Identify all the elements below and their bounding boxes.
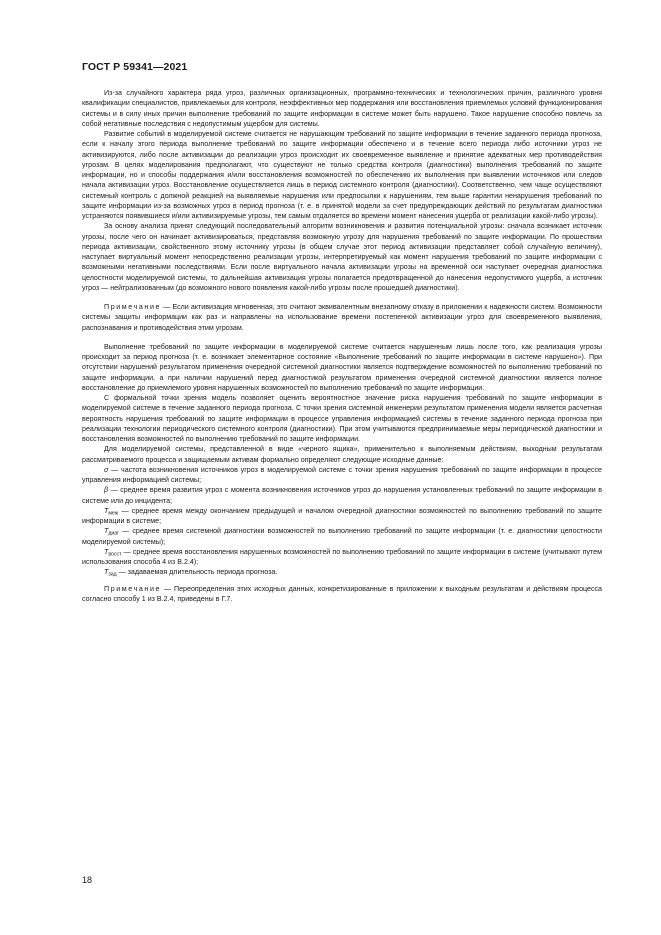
definition-text: — задаваемая длительность периода прогноза.: [116, 568, 278, 577]
symbol: T: [104, 527, 109, 536]
definition-item: [82, 465, 602, 486]
symbol-subscript: меж: [108, 510, 119, 517]
document-header: ГОСТ Р 59341—2021: [82, 61, 188, 73]
definition-text: — среднее время системной диагностики возможностей по выполнению требований по защите информации (т. е. диагностики целостности моделируемой системы);: [82, 527, 602, 546]
symbol: T: [104, 547, 109, 556]
definition-item: [82, 506, 602, 527]
symbol-subscript: зад: [108, 571, 117, 578]
symbol: β: [104, 486, 109, 495]
symbol-subscript: диаг: [108, 530, 120, 537]
definition-text: — среднее время восстановления нарушенных возможностей по выполнению требований по защите информации в системе (учитывают путем использования способа 4 из В.2.4);: [82, 547, 602, 566]
definition-item: [82, 526, 602, 547]
document-body: [82, 88, 602, 604]
page-number: 18: [82, 875, 93, 885]
symbol: T: [104, 506, 109, 515]
definition-item: [82, 547, 602, 568]
note-label: Примечание: [104, 303, 162, 311]
definition-item: [82, 485, 602, 506]
paragraph: За основу анализа принят следующий последовательный алгоритм возникновения и развития потенциальной угрозы: сначала возникает источник угрозы, после чего он начинает активизироваться, представляя возможную угрозу для нарушения требований по защите информации. По прошествии периода активизации, свойственного этому источнику угрозы (в общем случае этот период активизации представляет собой случайную величину), наступает виртуальный момент непосредственно реализации угрозы, интерпретируемый как момент нарушения требований по защите информации с возможными негативными последствиями. Если после виртуального начала активизации угрозы на временной оси наступает очередная диагностика целостности моделируемой системы, то дальнейшая активизация угрозы полагается предотвращенной до нанесения недопустимого ущерба, а источник угроз — нейтрализованным (до возможного нового появления какой-либо угрозы после прошедшей диагностики).: [82, 222, 602, 292]
symbol-subscript: восст: [108, 551, 122, 558]
note: [82, 302, 602, 333]
paragraph: Развитие событий в моделируемой системе считается не нарушающим требований по защите информации в течение заданного периода прогноза, если к началу этого периода выполнение требований по защите информации обеспечено и в течение всего периода либо источники угроз не активизируются, либо после активизации до реализации угроз происходит их своевременное выявление и принятие адекватных мер противодействия угрозам. В целях моделирования предполагают, что существуют не только средства контроля (диагностики) выполнения требований по защите информации, но и способы поддержания и/или восстановления возможностей по обеспечению их выполнения при выявлении источников или следов начала активизации угроз. Восстановление осуществляется лишь в период системного контроля (диагностики). Соответственно, чем чаще осуществляют системный контроль с должной реакцией на выявляемые нарушения или предпосылки к нарушениям, тем выше гарантии ненарушения требований по защите информации из-за возможных угроз в период прогноза (т. е. в принятой модели за счет предупреждающих действий по результатам диагностики устраняются появившиеся и/или активизируемые угрозы, тем самым отдаляется во времени момент нанесения ущерба от реализации какой-либо угрозы).: [82, 130, 602, 220]
note-text: — Переопределения этих исходных данных, конкретизированные в приложении к выходным результатам и действиям процесса согласно способу 1 из В.2.4, приведены в Г.7.: [82, 584, 602, 603]
definition-text: — среднее время развития угроз с момента возникновения источников угроз до нарушения установленных требований по защите информации в системе или до инцидента;: [82, 486, 602, 505]
note-label: Примечание: [104, 584, 162, 593]
symbol: T: [104, 568, 109, 577]
note: [82, 584, 602, 605]
symbol: σ: [104, 465, 109, 474]
note-text: — Если активизация мгновенная, это считают эквивалентным внезапному отказу в приложении к надежности систем. Возможности системы защиты информации как раз и направлены на использование времени постепенной активизации угроз для своевременного выявления, распознавания и противодействия этим угрозам.: [82, 303, 602, 332]
paragraph: Выполнение требований по защите информации в моделируемой системе считается нарушенным лишь после того, как реализация угрозы происходит за период прогноза (т. е. возникает элементарное состояние «Выполнение требований по защите информации в системе нарушено»). При отсутствии нарушений результатом применения очередной системной диагностики является подтверждение возможностей по выполнению требований по защите информации, а при наличии нарушений перед диагностикой результатом применения очередной системной диагностики является полное восстановление до приемлемого уровня нарушенных возможностей по выполнению требований по защите информации.: [82, 342, 602, 392]
paragraph: Из-за случайного характера ряда угроз, различных организационных, программно-технических и технологических причин, различного уровня квалификации специалистов, привлекаемых для контроля, неэффективных мер поддержания или восстановления приемлемых условий функционирования системы и в силу иных причин выполнение требований по защите информации в системе может быть нарушено. Такое нарушение способно повлечь за собой негативные последствия с недопустимым ущербом для системы.: [82, 89, 602, 128]
paragraph: С формальной точки зрения модель позволяет оценить вероятностное значение риска нарушения требований по защите информации в моделируемой системе в течение заданного периода прогноза. С точки зрения системной инженерии результатом применения модели является расчетная вероятность нарушения требований по защите информации в процессе управления информацией системы в течение заданного периода прогноза при реализации технологии периодического системного контроля (диагностики). При этом учитываются предпринимаемые меры периодической диагностики и восстановления возможностей по выполнению требований по защите информации.: [82, 394, 602, 443]
definition-text: — частота возникновения источников угроз в моделируемой системе с точки зрения нарушения требований по защите информации в процессе управления информацией системы;: [82, 465, 602, 484]
paragraph: Для моделируемой системы, представленной в виде «черного ящика», применительно к выполняемым действиям, выходным результатам рассматриваемого процесса и защищаемым активам формально определяют следующие исходные данные:: [82, 445, 602, 464]
definition-item: [82, 567, 602, 577]
definition-text: — среднее время между окончанием предыдущей и началом очередной диагностики возможностей по выполнению требований по защите информации в системе;: [82, 506, 602, 525]
